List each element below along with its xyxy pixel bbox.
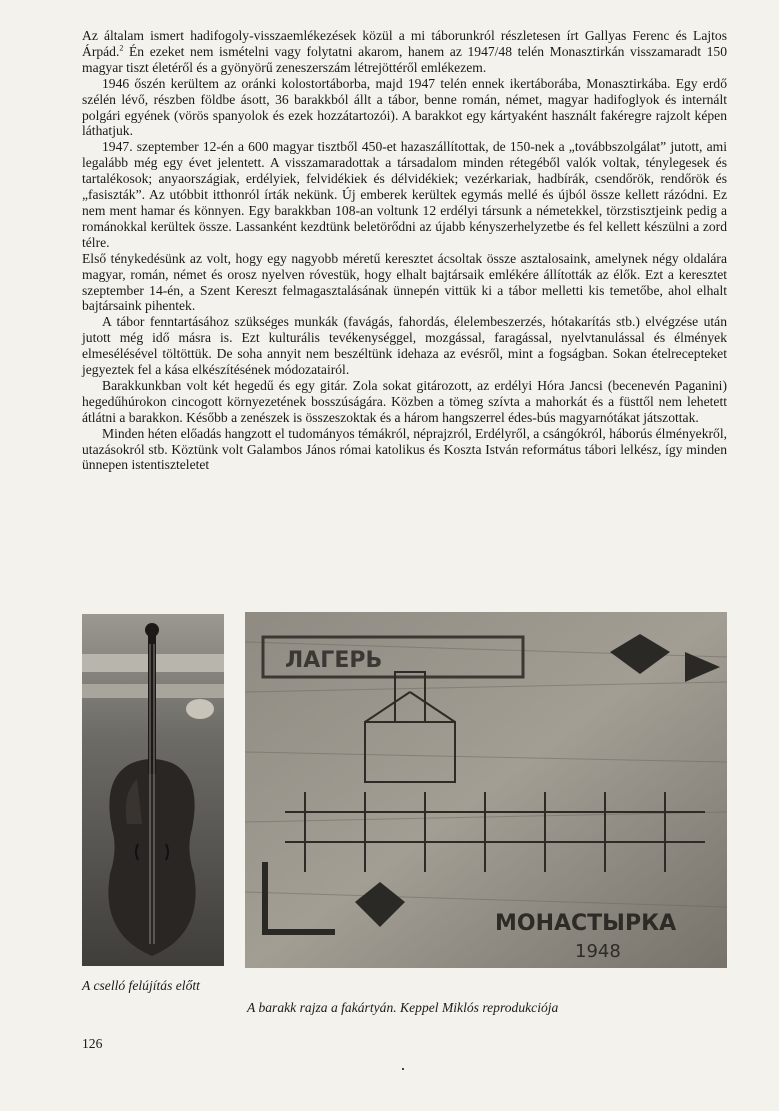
barrack-bottom-text: МОНАСТЫРКА [495,911,677,936]
paragraph-2: 1946 őszén kerültem az oránki kolostortáborba, majd 1947 telén ennek ikertáborába, Monasztirkába. Egy erdő szélén lévő, részben földbe ásott, 36 barakkból állt a tábor, benne román, német, magyar hadifoglyok és internált polgári egyének (vörös spanyolok és ezek hozzátartozói). A barakkot egy kártyaként használt fakéregre rajzolt képen láthatjuk. [82,75,727,139]
barrack-year: 1948 [575,941,621,962]
barrack-caption: A barakk rajza a fakártyán. Keppel Miklós reprodukciója [247,1000,559,1015]
body-text [82,28,727,473]
cello-caption: A cselló felújítás előtt [82,978,200,993]
barrack-drawing [245,612,727,968]
cello-photo [82,614,224,966]
page-number: 126 [82,1036,103,1051]
paragraph-4: Első ténykedésünk az volt, hogy egy nagyobb méretű keresztet ácsoltak össze asztalosaink, amelynek négy oldalára magyar, román, német és orosz nyelven róvestük, hogy elhalt bajtársaik emlékére állították az élők. Ezt a keresztet szeptember 14-én, a Szent Kereszt felmagasztalásának ünnepén vittük ki a tábor melletti kis temetőbe, ahol elhalt bajtársaink pihentek. [82,250,727,314]
paragraph-7: Minden héten előadás hangzott el tudományos témákról, néprajzról, Erdélyről, a csángókról, háborús élményekről, utazásokról stb. Köztünk volt Galambos János római katolikus és Koszta István református tábori lelkész, így minden ünnepen istentiszteletet [82,425,727,473]
barrack-top-text: ЛАГЕРЬ [285,648,383,673]
page-speck [402,1068,404,1070]
footnote-ref: 2 [119,43,124,53]
paragraph-6: Barakkunkban volt két hegedű és egy gitár. Zola sokat gitározott, az erdélyi Hóra Jancsi (becenevén Paganini) hegedűhúrokon cincogott környezetének bosszúságára. Közben a tömeg szívta a mahorkát és a füsttől nem lehetett átlátni a barakkon. Később a zenészek is összeszoktak és a három hangszerrel édes-bús magyarnótákat játszottak. [82,377,727,425]
paragraph-1: Az általam ismert hadifogoly-visszaemlékezések közül a mi táborunkról részletesen írt Gallyas Ferenc és Lajtos Árpád.$^2$ Én ezeket nem ismételni vagy folytatni akarom, hanem az 1947/48 telén Monasztirkán visszamaradt 150 magyar tiszt életéről és a gyönyörű zeneszerszám létrejöttéről emlékezem. [82,28,727,75]
paragraph-5: A tábor fenntartásához szükséges munkák (favágás, fahordás, élelembeszerzés, hótakarítás stb.) elvégzése után jutott még idő másra is. Ezt kulturális tevékenységgel, mozgással, faragással, nyelvtanulással és élmények elmesélésével töltöttük. De soha annyit nem beszéltünk idehaza az evésről, mint a fogságban. Sokan ételrecepteket jegyeztek fel a kása elkészítésének módozatairól. [82,314,727,378]
paragraph-3: 1947. szeptember 12-én a 600 magyar tisztből 450-et hazaszállítottak, de 150-nek a „továbbszolgálat” jutott, ami legalább még egy évet jelentett. A visszamaradottak a társadalom minden rétegéből valók voltak, ténylegesek és tartalékosok; anyaországiak, erdélyiek, felvidékiek és délvidékiek; vezérkariak, hadbírák, csendőrök, rendőrök és „fasiszták”. Az utóbbit itthonról írták nekünk. Új emberek kerültek egymás mellé és újból össze kellett rázódni. Ez nem ment hamar és könnyen. Egy barakkban 108-an voltunk 12 erdélyi társunk a németekkel, törzstisztjeink pedig a románokkal kerültek össze. Lassanként kezdtünk beletörődni az újabb kényszerhelyzetbe és fel kellett készülni a zord télre. [82,139,727,250]
